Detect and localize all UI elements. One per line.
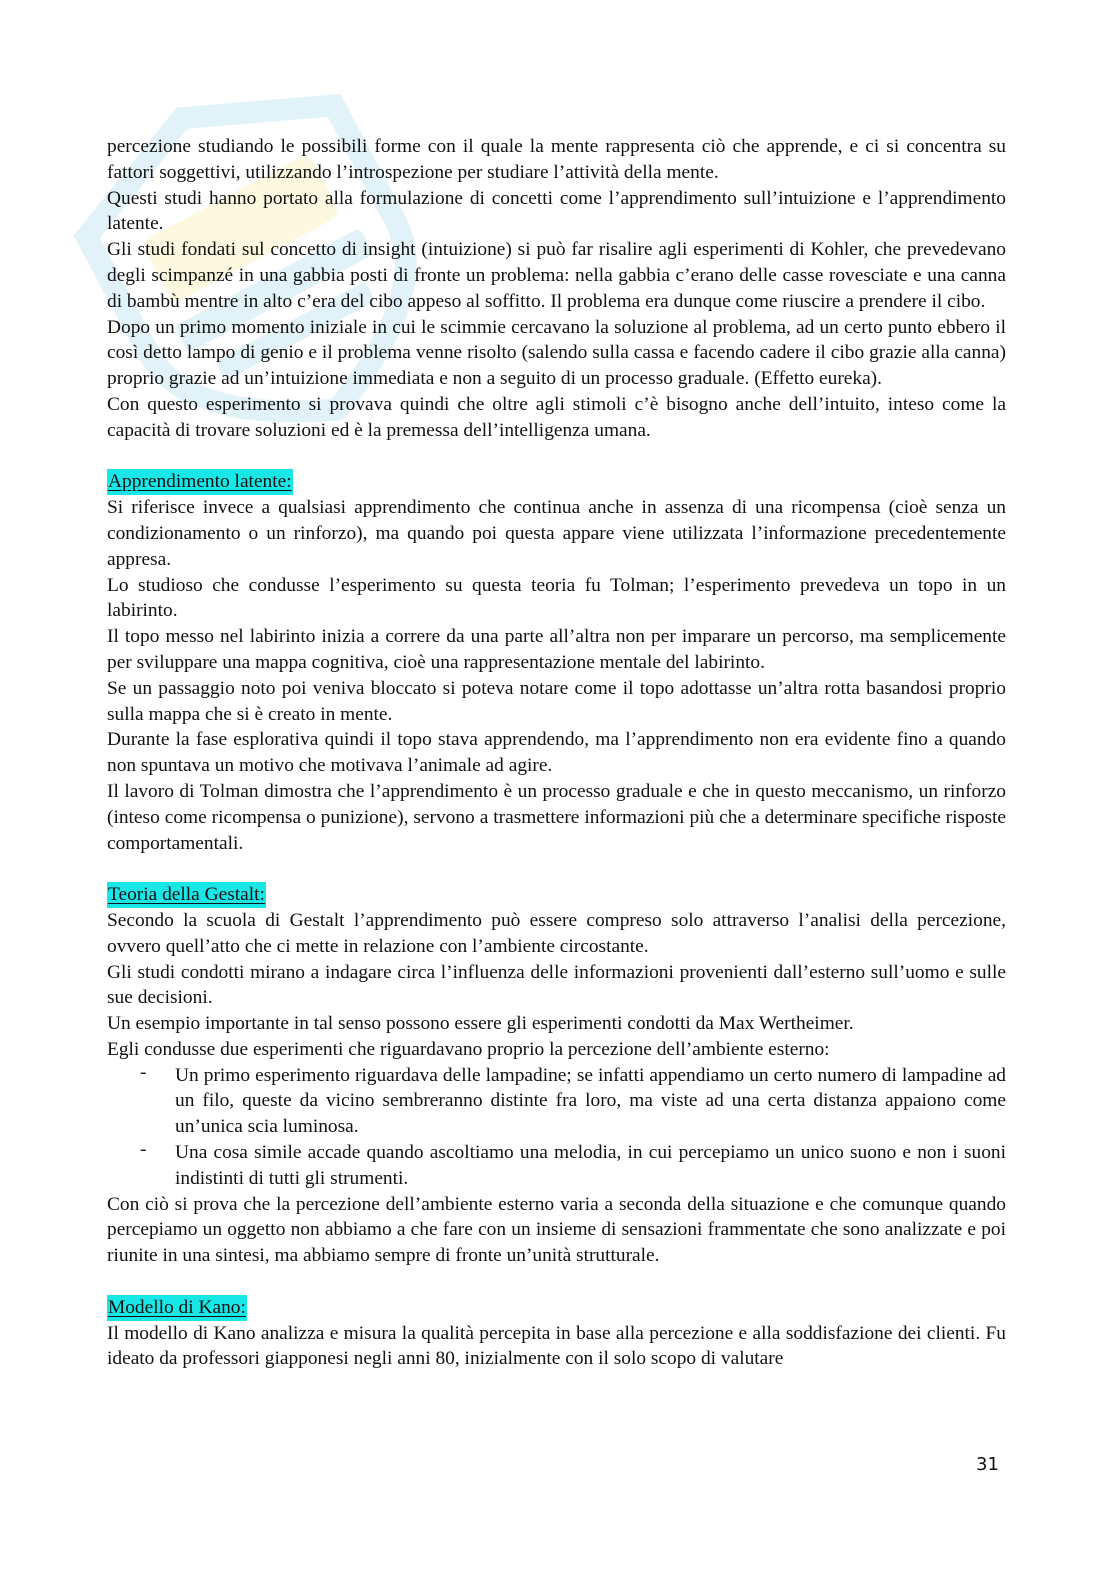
gestalt-paragraph-1: Secondo la scuola di Gestalt l’apprendimento può essere compreso solo attraverso l’analisi della percezione, ovvero quell’atto che ci mette in relazione con l’ambiente circostante. xyxy=(107,909,1006,957)
gestalt-paragraph-3: Un esempio importante in tal senso possono essere gli esperimenti condotti da Max Wertheimer. xyxy=(107,1013,854,1035)
list-item xyxy=(107,1140,1006,1192)
bullet-dash: - xyxy=(140,1139,147,1161)
intro-paragraph-2: Questi studi hanno portato alla formulazione di concetti come l’apprendimento sull’intuizione e l’apprendimento latente. xyxy=(107,187,1006,235)
latente-paragraph-1: Si riferisce invece a qualsiasi apprendimento che continua anche in assenza di una ricompensa (cioè senza un condizionamento o un rinforzo), ma quando poi questa appare viene utilizzata l’informazione precedentemente appresa. xyxy=(107,497,1006,570)
gestalt-paragraph-4: Egli condusse due esperimenti che riguardavano proprio la percezione dell’ambiente esterno: xyxy=(107,1038,830,1060)
gestalt-paragraph-2: Gli studi condotti mirano a indagare circa l’influenza delle informazioni provenienti dall’esterno sull’uomo e sulle sue decisioni. xyxy=(107,961,1006,1009)
list-item xyxy=(107,1063,1006,1140)
kano-paragraph-1: Il modello di Kano analizza e misura la qualità percepita in base alla percezione e alla soddisfazione dei clienti. Fu ideato da professori giapponesi negli anni 80, inizialmente con il solo scopo di valutare xyxy=(107,1322,1006,1370)
latente-paragraph-5: Durante la fase esplorativa quindi il topo stava apprendendo, ma l’apprendimento non era evidente fino a quando non spuntava un motivo che motivava l’animale ad agire. xyxy=(107,729,1006,777)
latente-paragraph-4: Se un passaggio noto poi veniva bloccato si poteva notare come il topo adottasse un’altra rotta basandosi proprio sulla mappa che si è creato in mente. xyxy=(107,677,1006,725)
section-teoria-gestalt xyxy=(107,882,1006,1269)
latente-paragraph-6: Il lavoro di Tolman dimostra che l’apprendimento è un processo graduale e che in questo meccanismo, un rinforzo (inteso come ricompensa o punizione), servono a trasmettere informazioni più che a determinare specifiche risposte comportamentali. xyxy=(107,780,1006,854)
gestalt-bullet-list xyxy=(107,1063,1006,1192)
list-item-text: Una cosa simile accade quando ascoltiamo una melodia, in cui percepiamo un unico suono e non i suoni indistinti di tutti gli strumenti. xyxy=(175,1142,1006,1189)
latente-paragraph-3: Il topo messo nel labirinto inizia a correre da una parte all’altra non per imparare un percorso, ma semplicemente per sviluppare una mappa cognitiva, cioè una rappresentazione mentale del labirinto. xyxy=(107,626,1006,673)
intro-paragraph-4: Dopo un primo momento iniziale in cui le scimmie cercavano la soluzione al problema, ad un certo punto ebbero il così detto lampo di genio e il problema venne risolto (salendo sulla cassa e facendo cadere il cibo grazie alla canna) proprio grazie ad un’intuizione immediata e non a seguito di un processo graduale. (Effetto eureka). xyxy=(107,316,1006,390)
latente-paragraph-2: Lo studioso che condusse l’esperimento su questa teoria fu Tolman; l’esperimento prevedeva un topo in un labirinto. xyxy=(107,574,1006,622)
intro-paragraph-5: Con questo esperimento si provava quindi che oltre agli stimoli c’è bisogno anche dell’intuito, inteso come la capacità di trovare soluzioni ed è la premessa dell’intelligenza umana. xyxy=(107,393,1006,441)
section-heading-apprendimento-latente: Apprendimento latente: xyxy=(107,469,293,495)
section-modello-kano xyxy=(107,1295,1006,1372)
intro-paragraph-3: Gli studi fondati sul concetto di insight (intuizione) si può far risalire agli esperimenti di Kohler, che prevedevano degli scimpanzé in una gabbia posti di fronte un problema: nella gabbia c’erano delle casse rovesciate e una canna di bambù mentre in alto c’era del cibo appeso al soffitto. Il problema era dunque come riuscire a prendere il cibo. xyxy=(107,239,1006,312)
intro-paragraph-1: percezione studiando le possibili forme con il quale la mente rappresenta ciò che apprende, e ci si concentra su fattori soggettivi, utilizzando l’introspezione per studiare l’attività della mente. xyxy=(107,136,1006,183)
bullet-dash: - xyxy=(140,1061,147,1083)
list-item-text: Un primo esperimento riguardava delle lampadine; se infatti appendiamo un certo numero di lampadine ad un filo, queste da vicino sembreranno distinte fra loro, ma viste ad una certa distanza appaiono come un’unica scia luminosa. xyxy=(175,1064,1006,1138)
section-heading-teoria-gestalt: Teoria della Gestalt: xyxy=(107,882,266,908)
page-number: 31 xyxy=(976,1454,999,1475)
section-heading-modello-kano: Modello di Kano: xyxy=(107,1295,247,1321)
section-apprendimento-latente xyxy=(107,469,1006,856)
gestalt-closing-paragraph: Con ciò si prova che la percezione dell’ambiente esterno varia a seconda della situazione e che comunque quando percepiamo un oggetto non abbiamo a che fare con un insieme di sensazioni frammentate che sono analizzate e poi riunite in una sintesi, ma abbiamo sempre di fronte un’unità strutturale. xyxy=(107,1193,1006,1267)
document-body xyxy=(107,134,1006,1372)
